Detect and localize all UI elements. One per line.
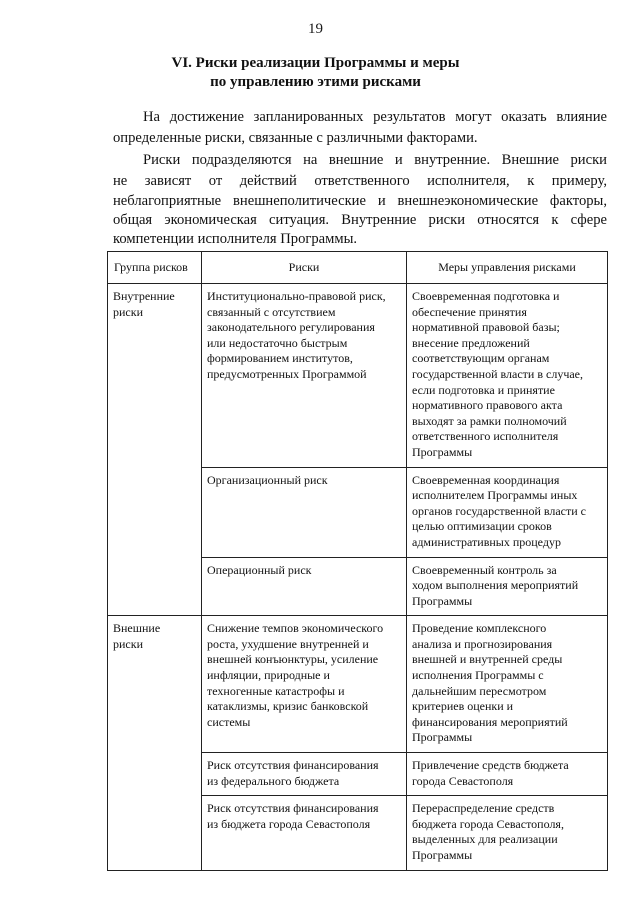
- cell-line: Привлечение средств бюджета: [412, 758, 569, 773]
- cell-line: риски: [113, 636, 143, 651]
- header-group: Группа рисков: [108, 252, 202, 284]
- cell-line: связанный с отсутствием: [207, 304, 336, 319]
- cell-line: государственной власти в случае,: [412, 366, 584, 381]
- cell-line: системы: [207, 714, 251, 729]
- paragraph-intro: [113, 108, 607, 127]
- table-row: [108, 616, 608, 753]
- text-line: не зависят от действий ответственного исполнителя, к примеру,: [113, 173, 607, 190]
- cell-line: финансирования мероприятий: [412, 714, 568, 729]
- cell-line: Программы: [412, 593, 473, 608]
- measures-cell: [407, 796, 608, 870]
- measures-cell: [407, 557, 608, 616]
- cell-line: выделенных для реализации: [412, 832, 558, 847]
- text-line: Риски подразделяются на внешние и внутренние. Внешние риски: [143, 151, 607, 168]
- cell-line: законодательного регулирования: [207, 320, 375, 335]
- text-line: неблагоприятные внешнеполитические и внешнеэкономические факторы,: [113, 192, 607, 209]
- table-header-row: [108, 252, 608, 284]
- cell-line: техногенные катастрофы и: [207, 683, 345, 698]
- cell-line: Снижение темпов экономического: [207, 621, 384, 636]
- text-line: На достижение запланированных результатов могут оказать влияние: [143, 109, 607, 125]
- cell-line: города Севастополя: [412, 773, 514, 788]
- section-title-line: по управлению этими рисками: [210, 74, 421, 90]
- cell-line: из федерального бюджета: [207, 773, 340, 788]
- risk-cell: [202, 616, 407, 753]
- cell-line: Риск отсутствия финансирования: [207, 758, 379, 773]
- cell-line: Операционный риск: [207, 562, 312, 577]
- risk-cell: [202, 557, 407, 616]
- cell-line: бюджета города Севастополя,: [412, 816, 564, 831]
- cell-line: Проведение комплексного: [412, 621, 547, 636]
- cell-line: из бюджета города Севастополя: [207, 816, 371, 831]
- cell-line: формированием институтов,: [207, 351, 353, 366]
- cell-line: Институционально-правовой риск,: [207, 289, 386, 303]
- cell-line: Своевременная координация: [412, 472, 560, 487]
- cell-line: если подготовка и принятие: [412, 382, 555, 397]
- cell-line: или недостаточно быстрым: [207, 335, 348, 350]
- body-text: [113, 108, 607, 252]
- cell-line: обеспечение принятия: [412, 304, 527, 319]
- cell-line: нормативной правовой базы;: [412, 320, 560, 335]
- page-number: 19: [308, 21, 323, 37]
- group-internal: [108, 284, 202, 616]
- cell-line: ходом выполнения мероприятий: [412, 578, 579, 593]
- cell-line: исполнителем Программы иных: [412, 488, 578, 503]
- cell-line: целью оптимизации сроков: [412, 519, 552, 534]
- cell-line: внешней конъюнктуры, усиление: [207, 652, 379, 667]
- cell-line: Внешние: [113, 621, 161, 636]
- risk-cell: [202, 753, 407, 796]
- cell-line: нормативного правового акта: [412, 398, 563, 413]
- header-measures: Меры управления рисками: [407, 252, 608, 284]
- text-line: компетенции исполнителя Программы.: [113, 231, 358, 248]
- cell-line: анализа и прогнозирования: [412, 636, 553, 651]
- risk-cell: [202, 284, 407, 468]
- cell-line: роста, ухудшение внутренней и: [207, 636, 369, 651]
- text-line: определенные риски, связанные с различными факторами.: [113, 130, 478, 147]
- cell-line: Перераспределение средств: [412, 801, 555, 816]
- cell-line: соответствующим органам: [412, 351, 550, 366]
- paragraph-intro-cont: [113, 129, 607, 148]
- cell-line: риски: [113, 304, 143, 319]
- cell-line: ответственного исполнителя: [412, 429, 559, 444]
- risk-cell: [202, 467, 407, 557]
- cell-line: Своевременный контроль за: [412, 562, 557, 577]
- measures-cell: [407, 616, 608, 753]
- cell-line: исполнения Программы с: [412, 668, 544, 683]
- risk-cell: [202, 796, 407, 870]
- cell-line: выходят за рамки полномочий: [412, 413, 567, 428]
- cell-line: внесение предложений: [412, 335, 530, 350]
- group-external: [108, 616, 202, 870]
- text-line: общая экономическая ситуация. Внутренние риски относятся к сфере: [113, 212, 607, 229]
- cell-line: органов государственной власти с: [412, 503, 586, 518]
- measures-cell: [407, 284, 608, 468]
- cell-line: Внутренние: [113, 289, 175, 303]
- section-title-line: VI. Риски реализации Программы и меры: [171, 55, 460, 71]
- header-risk: Риски: [202, 252, 407, 284]
- cell-line: административных процедур: [412, 534, 561, 549]
- cell-line: Программы: [412, 730, 473, 745]
- cell-line: Риск отсутствия финансирования: [207, 801, 379, 816]
- cell-line: предусмотренных Программой: [207, 366, 367, 381]
- cell-line: дальнейшим пересмотром: [412, 683, 547, 698]
- cell-line: критериев оценки и: [412, 699, 514, 714]
- paragraph-risks: [113, 151, 607, 170]
- section-title: [0, 54, 631, 92]
- cell-line: Организационный риск: [207, 472, 328, 487]
- measures-cell: [407, 753, 608, 796]
- cell-line: Программы: [412, 444, 473, 459]
- measures-cell: [407, 467, 608, 557]
- cell-line: Программы: [412, 848, 473, 862]
- table-row: [108, 284, 608, 468]
- paragraph-risks-cont: [113, 172, 607, 250]
- cell-line: катаклизмы, кризис банковской: [207, 699, 369, 714]
- cell-line: Своевременная подготовка и: [412, 289, 560, 303]
- cell-line: инфляции, природные и: [207, 668, 330, 683]
- risk-table: [107, 251, 608, 871]
- cell-line: внешней и внутренней среды: [412, 652, 563, 667]
